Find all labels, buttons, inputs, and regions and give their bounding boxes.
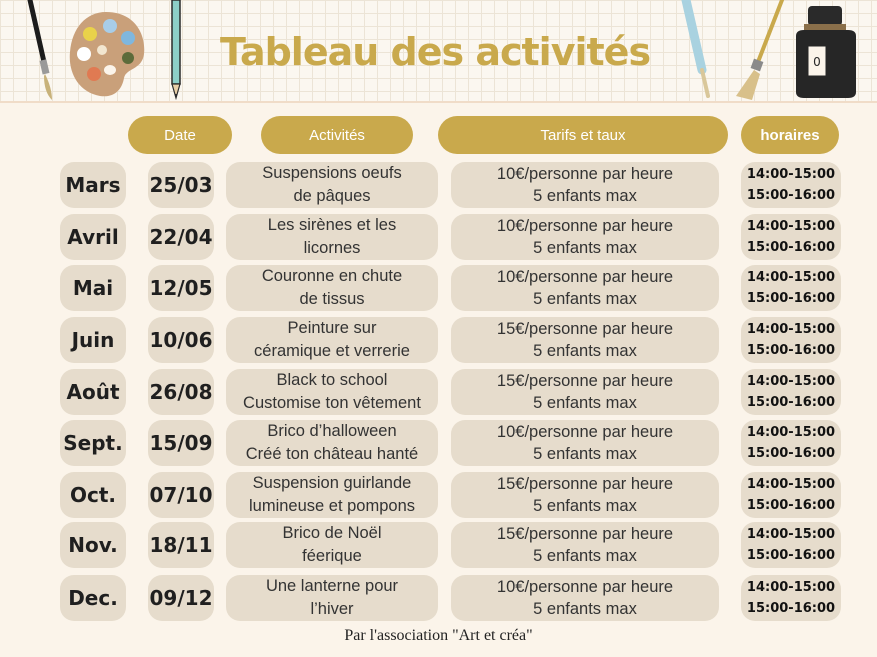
tarif-cell	[451, 420, 719, 466]
table-row	[0, 575, 877, 621]
table-row	[0, 420, 877, 466]
activity-line: Les sirènes et les	[267, 216, 397, 234]
hours-cell	[741, 369, 841, 415]
activity-line: Customise ton vêtement	[243, 394, 421, 412]
hours-line: 14:00-15:00	[746, 477, 836, 492]
hours-cell	[741, 472, 841, 518]
svg-text:0: 0	[813, 55, 821, 69]
hours-line: 14:00-15:00	[746, 167, 836, 182]
activity-line: licornes	[303, 239, 361, 257]
hours-line: 15:00-16:00	[746, 601, 836, 616]
month-cell: Oct.	[60, 472, 126, 518]
date-cell: 15/09	[148, 420, 214, 466]
hours-cell	[741, 214, 841, 260]
date-cell: 10/06	[148, 317, 214, 363]
ink-bottle-icon	[790, 6, 862, 100]
hours-cell	[741, 575, 841, 621]
tarif-line: 5 enfants max	[533, 342, 637, 360]
hours-line: 14:00-15:00	[746, 270, 836, 285]
month-cell: Sept.	[60, 420, 126, 466]
fan-brush-icon	[730, 0, 786, 102]
tarif-line: 5 enfants max	[533, 600, 637, 618]
hours-cell	[741, 317, 841, 363]
table-row	[0, 369, 877, 415]
activity-line: Suspensions oeufs	[262, 164, 402, 182]
brush-icon	[680, 0, 716, 100]
tarif-line: 5 enfants max	[533, 547, 637, 565]
hours-line: 15:00-16:00	[746, 343, 836, 358]
tarif-line: 10€/personne par heure	[496, 268, 674, 286]
hours-cell	[741, 162, 841, 208]
hours-line: 14:00-15:00	[746, 374, 836, 389]
activity-line: Brico de Noël	[282, 524, 382, 542]
activity-line: l’hiver	[310, 600, 354, 618]
tarif-cell	[451, 214, 719, 260]
activity-line: de pâques	[293, 187, 371, 205]
month-cell: Mars	[60, 162, 126, 208]
activity-line: féerique	[302, 547, 362, 565]
tarif-line: 10€/personne par heure	[496, 578, 674, 596]
tarif-line: 5 enfants max	[533, 187, 637, 205]
tarif-cell	[451, 575, 719, 621]
month-cell: Août	[60, 369, 126, 415]
table-row	[0, 265, 877, 311]
activity-line: lumineuse et pompons	[248, 497, 415, 515]
tarif-line: 5 enfants max	[533, 497, 637, 515]
date-cell: 09/12	[148, 575, 214, 621]
activity-cell	[226, 317, 438, 363]
tarif-cell	[451, 472, 719, 518]
tarif-line: 10€/personne par heure	[496, 423, 674, 441]
hours-cell	[741, 265, 841, 311]
hours-line: 15:00-16:00	[746, 240, 836, 255]
month-cell: Mai	[60, 265, 126, 311]
hours-line: 15:00-16:00	[746, 291, 836, 306]
hours-line: 14:00-15:00	[746, 425, 836, 440]
date-cell: 12/05	[148, 265, 214, 311]
activity-cell	[226, 369, 438, 415]
hours-line: 14:00-15:00	[746, 580, 836, 595]
table-row	[0, 522, 877, 568]
tarif-line: 15€/personne par heure	[496, 320, 674, 338]
activity-cell	[226, 162, 438, 208]
hours-cell	[741, 420, 841, 466]
hours-line: 15:00-16:00	[746, 395, 836, 410]
tarif-cell	[451, 317, 719, 363]
tarif-line: 15€/personne par heure	[496, 372, 674, 390]
header-band	[0, 0, 877, 103]
palette-icon	[66, 10, 148, 100]
column-header-horaires: horaires	[741, 116, 839, 154]
activity-line: de tissus	[299, 290, 365, 308]
hours-line: 15:00-16:00	[746, 188, 836, 203]
activity-line: Créé ton château hanté	[245, 445, 419, 463]
tarif-line: 15€/personne par heure	[496, 475, 674, 493]
tarif-line: 5 enfants max	[533, 394, 637, 412]
activity-line: Suspension guirlande	[252, 474, 412, 492]
hours-line: 14:00-15:00	[746, 219, 836, 234]
tarif-line: 15€/personne par heure	[496, 525, 674, 543]
hours-line: 14:00-15:00	[746, 527, 836, 542]
activity-line: céramique et verrerie	[254, 342, 410, 360]
tarif-cell	[451, 265, 719, 311]
month-cell: Nov.	[60, 522, 126, 568]
month-cell: Juin	[60, 317, 126, 363]
column-header-date: Date	[128, 116, 232, 154]
activity-cell	[226, 214, 438, 260]
activity-line: Black to school	[276, 371, 388, 389]
page-title: Tableau des activités	[219, 30, 651, 74]
column-header-tarifs: Tarifs et taux	[438, 116, 728, 154]
activity-line: Peinture sur	[287, 319, 377, 337]
hours-cell	[741, 522, 841, 568]
hours-line: 14:00-15:00	[746, 322, 836, 337]
pencil-icon	[168, 0, 184, 100]
activity-cell	[226, 522, 438, 568]
month-cell: Avril	[60, 214, 126, 260]
activity-cell	[226, 472, 438, 518]
tarif-cell	[451, 522, 719, 568]
hours-line: 15:00-16:00	[746, 498, 836, 513]
table-row	[0, 317, 877, 363]
footer-credit: Par l'association "Art et créa"	[344, 627, 533, 644]
date-cell: 26/08	[148, 369, 214, 415]
month-cell: Dec.	[60, 575, 126, 621]
activity-line: Brico d’halloween	[267, 422, 397, 440]
tarif-cell	[451, 162, 719, 208]
paintbrush-icon	[22, 0, 62, 102]
column-header-activites: Activités	[261, 116, 413, 154]
hours-line: 15:00-16:00	[746, 446, 836, 461]
hours-line: 15:00-16:00	[746, 548, 836, 563]
activity-cell	[226, 575, 438, 621]
date-cell: 07/10	[148, 472, 214, 518]
activity-cell	[226, 265, 438, 311]
tarif-line: 10€/personne par heure	[496, 165, 674, 183]
date-cell: 18/11	[148, 522, 214, 568]
activity-cell	[226, 420, 438, 466]
tarif-line: 5 enfants max	[533, 445, 637, 463]
tarif-line: 5 enfants max	[533, 290, 637, 308]
activity-line: Une lanterne pour	[265, 577, 399, 595]
date-cell: 25/03	[148, 162, 214, 208]
date-cell: 22/04	[148, 214, 214, 260]
table-row	[0, 162, 877, 208]
tarif-cell	[451, 369, 719, 415]
table-row	[0, 472, 877, 518]
table-row	[0, 214, 877, 260]
tarif-line: 5 enfants max	[533, 239, 637, 257]
activity-line: Couronne en chute	[261, 267, 403, 285]
tarif-line: 10€/personne par heure	[496, 217, 674, 235]
